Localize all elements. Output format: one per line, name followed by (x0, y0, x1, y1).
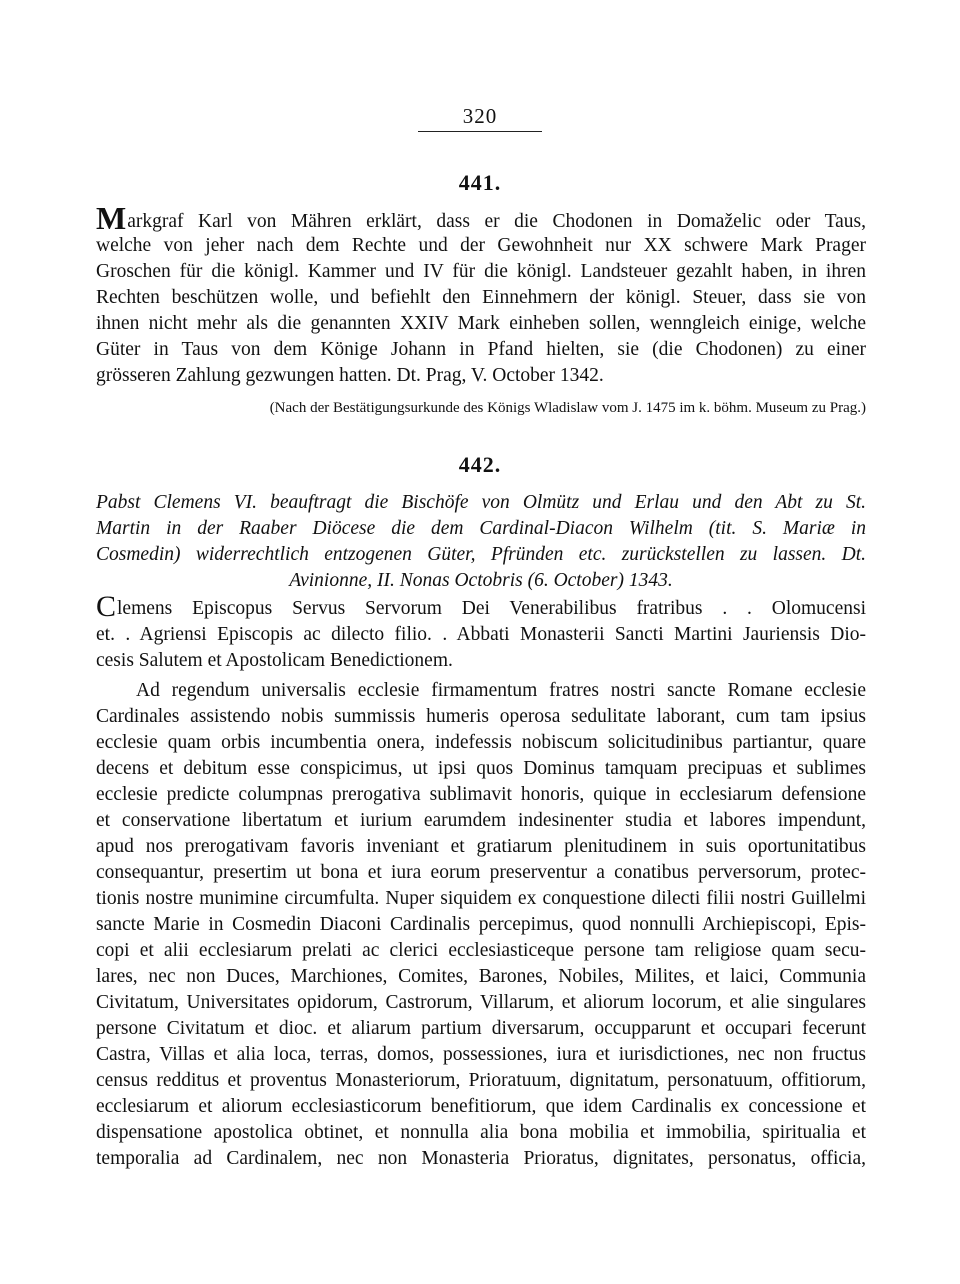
regest-441-line-1: welche von jeher nach dem Rechte und der Gewohnheit nur XX schwere Mark Prager (96, 235, 866, 256)
regest-442-line-3: Avinionne, II. Nonas Octobris (6. October) 1343. (289, 570, 673, 591)
body-line-14: Castra, Villas et alia loca, terras, domos, possessiones, iura et iurisdictiones, nec non fructus (96, 1044, 866, 1065)
body-line-10: copi et alii ecclesiarum prelati ac clerici ecclesiasticeque persone tam religiose quam secu- (96, 940, 866, 961)
body-text-442 (96, 678, 866, 1172)
regest-441-line-3: Rechten beschützen wolle, und befiehlt den Einnehmern der königl. Steuer, dass sie von (96, 287, 866, 308)
regest-441-line-5: Güter in Taus von dem Könige Johann in Pfand hielten, sie (die Chodonen) zu einer (96, 339, 866, 360)
body-line-5: et conservatione libertatum et iurium earumdem indesinenter studia et labores impendunt, (96, 810, 866, 831)
body-line-18: temporalia ad Cardinalem, nec non Monasteria Prioratus, dignitates, personatus, officia, (96, 1148, 866, 1169)
header-rule (418, 131, 542, 132)
body-line-3: decens et debitum esse conspicimus, ut ipsi quos Dominus tamquam precipuas et sublimes (96, 758, 866, 779)
body-line-11: lares, nec non Duces, Marchiones, Comites, Barones, Nobiles, Milites, et laici, Communia (96, 966, 866, 987)
salutation-line-0: Clemens Episcopus Servus Servorum Dei Venerabilibus fratribus . . Olomucensi (96, 590, 866, 623)
regest-442-line-2: Cosmedin) widerrechtlich entzogenen Güter, Pfründen etc. zurückstellen zu lassen. Dt. (96, 544, 866, 565)
regest-441 (96, 200, 866, 389)
salutation-line-2: cesis Salutem et Apostolicam Benedictionem. (96, 650, 453, 671)
salutation-line-1: et. . Agriensi Episcopis ac dilecto filio. . Abbati Monasterii Sancti Martini Jauriensis Dio- (96, 624, 866, 645)
body-line-4: ecclesie predicte columpnas prerogativa sublimavit honoris, quique in ecclesiarum defensione (96, 784, 866, 805)
body-line-13: persone Civitatum et dioc. et aliarum partium diversarum, occupparunt et occupari fecerunt (96, 1018, 866, 1039)
document-number-441: 441. (458, 170, 502, 195)
body-line-9: sancte Marie in Cosmedin Diaconi Cardinalis percepimus, quod nonnulli Archiepiscopi, Epis- (96, 914, 866, 935)
body-line-6: apud nos prerogativam favoris inveniant et gratiarum plenitudinem in suis oportunitatibus (96, 836, 866, 857)
body-line-15: census redditus et proventus Monasteriorum, Prioratuum, dignitatum, personatuum, offitiorum, (96, 1070, 866, 1091)
source-note-441: (Nach der Bestätigungsurkunde des Königs Wladislaw vom J. 1475 im k. böhm. Museum zu Prag.) (269, 400, 866, 416)
regest-441-line-4: ihnen nicht mehr als die genannten XXIV Mark einheben sollen, wenngleich einige, welche (96, 313, 866, 334)
drop-initial-m: M (96, 200, 127, 236)
body-line-12: Civitatum, Universitates opidorum, Castrorum, Villarum, et aliorum locorum, et alie singulares (96, 992, 866, 1013)
body-line-1: Cardinales assistendo nobis summissis humeris operosa sedulitate laborant, cum tam ipsius (96, 706, 866, 727)
body-line-7: consequantur, presertim ut bona et iura eorum preserventur a conatibus perversorum, protec- (96, 862, 866, 883)
regest-441-line-6: grösseren Zahlung gezwungen hatten. Dt. Prag, V. October 1342. (96, 365, 604, 386)
body-line-8: tionis nostre munimine circumfulta. Nuper siquidem ex conquestione dilecti filii nostri Guillelmi (96, 888, 866, 909)
body-line-17: dispensatione apostolica obtinet, et nonnulla alia bona mobilia et immobilia, spiritualia et (96, 1122, 866, 1143)
regest-441-line-2: Groschen für die königl. Kammer und IV für die königl. Landsteuer gezahlt haben, in ihren (96, 261, 866, 282)
body-line-2: ecclesie quam orbis incumbentia onera, indefessis nobiscum solicitudinibus partiantur, quare (96, 732, 866, 753)
regest-442-line-0: Pabst Clemens VI. beauftragt die Bischöfe von Olmütz und Erlau und den Abt zu St. (96, 492, 866, 513)
body-line-16: ecclesiarum et aliorum ecclesiasticorum benefitiorum, que idem Cardinalis ex concessione et (96, 1096, 866, 1117)
document-number-442: 442. (458, 452, 502, 477)
page-number: 320 (462, 104, 498, 128)
drop-initial-c: C (96, 590, 117, 623)
regest-442 (96, 490, 866, 594)
regest-442-line-1: Martin in der Raaber Diöcese die dem Cardinal-Diacon Wilhelm (tit. S. Mariæ in (96, 518, 866, 539)
regest-441-line-0: Markgraf Karl von Mähren erklärt, dass er die Chodonen in Domaželic oder Taus, (96, 200, 866, 236)
salutation-442 (96, 590, 866, 674)
body-line-0: Ad regendum universalis ecclesie firmamentum fratres nostri sancte Romane ecclesie (136, 680, 866, 701)
